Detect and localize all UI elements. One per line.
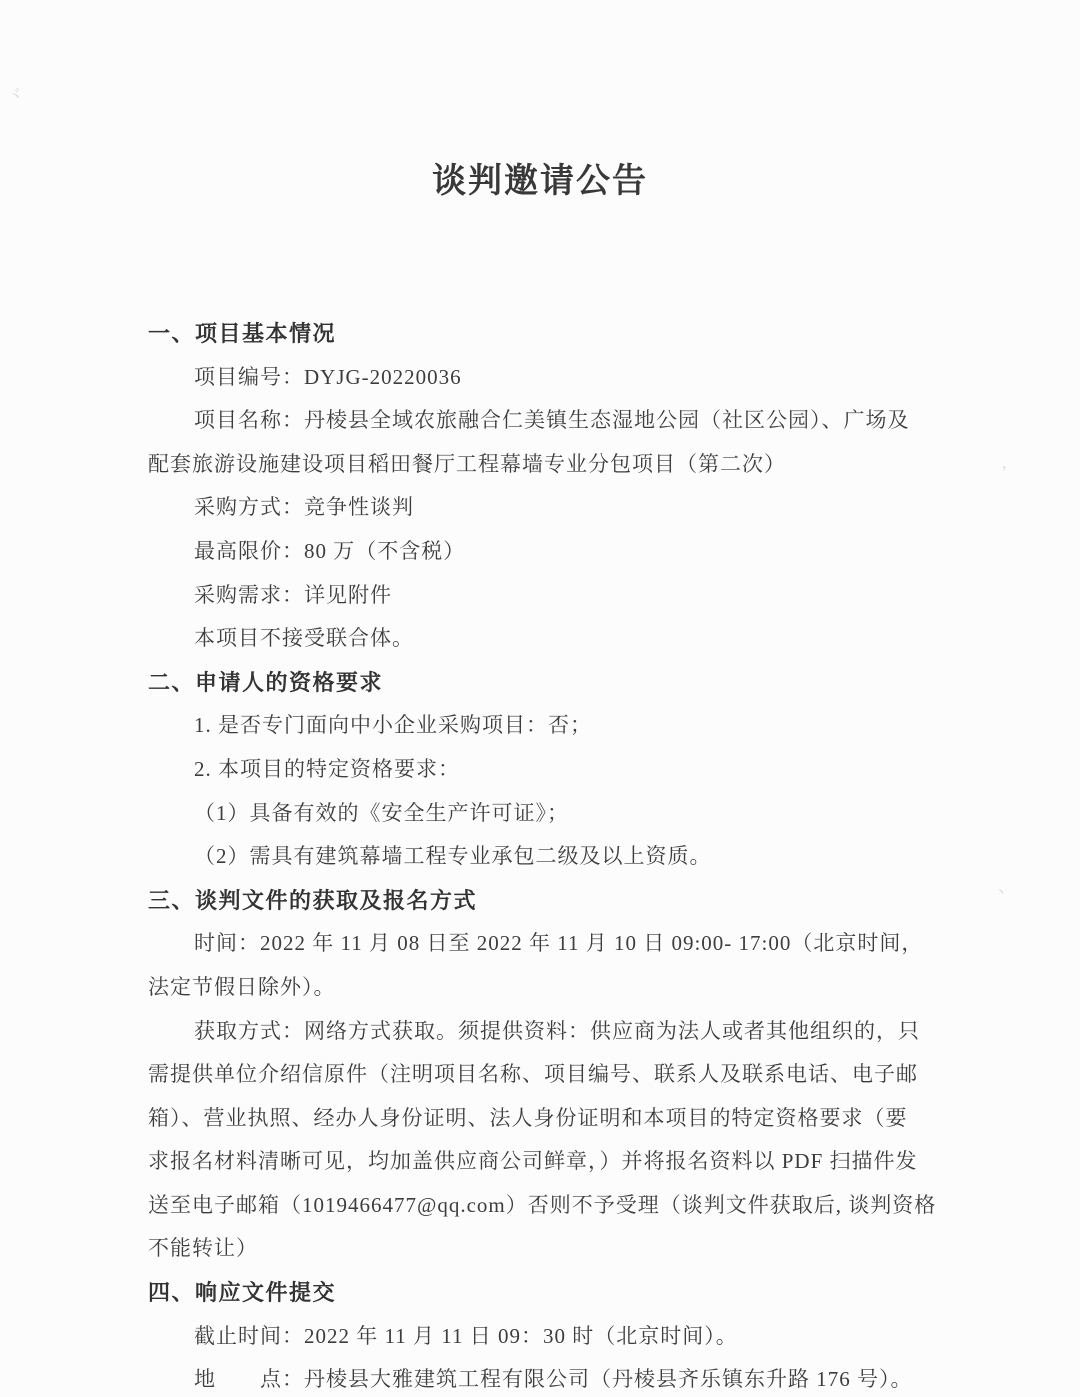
line-req-2: （2）需具有建筑幕墙工程专业承包二级及以上资质。 — [194, 844, 712, 869]
line-price-cap: 最高限价：80 万（不含税） — [194, 538, 466, 563]
document-body — [148, 312, 937, 1397]
section-1-heading: 一、项目基本情况 — [148, 321, 337, 346]
line-obtain-method-4: 求报名材料清晰可见，均加盖供应商公司鲜章，）并将报名资料以 PDF 扫描件发 — [148, 1149, 918, 1174]
line-obtain-time-1: 时间：2022 年 11 月 08 日至 2022 年 11 月 10 日 09:00- 17:00（北京时间， — [194, 931, 924, 956]
line-project-name-2: 配套旅游设施建设项目稻田餐厅工程幕墙专业分包项目（第二次） — [148, 451, 786, 476]
page-title: 谈判邀请公告 — [432, 163, 648, 200]
line-obtain-method-2: 需提供单位介绍信原件（注明项目名称、项目编号、联系人及联系电话、电子邮 — [148, 1062, 918, 1087]
line-project-number: 项目编号：DYJG-20220036 — [194, 364, 462, 389]
section-2-heading: 二、申请人的资格要求 — [148, 669, 384, 695]
line-req-1: （1）具备有效的《安全生产许可证》； — [194, 800, 569, 825]
line-obtain-method-6: 不能转让） — [148, 1236, 258, 1261]
section-3-heading: 三、谈判文件的获取及报名方式 — [148, 887, 478, 913]
line-obtain-method-1: 获取方式：网络方式获取。须提供资料：供应商为法人或者其他组织的，只 — [194, 1018, 920, 1043]
line-procurement-demand: 采购需求：详见附件 — [194, 582, 392, 607]
line-specific-reqs: 2. 本项目的特定资格要求： — [194, 756, 460, 781]
scan-artifact: ヾ — [3, 83, 28, 109]
line-submit-location: 地 点：丹棱县大雅建筑工程有限公司（丹棱县齐乐镇东升路 176 号）。 — [194, 1367, 913, 1392]
section-4-heading: 四、响应文件提交 — [148, 1280, 337, 1306]
line-sme-question: 1. 是否专门面向中小企业采购项目：否； — [194, 713, 592, 738]
line-obtain-method-3: 箱）、营业执照、经办人身份证明、法人身份证明和本项目的特定资格要求（要 — [148, 1105, 908, 1130]
line-procurement-method: 采购方式：竞争性谈判 — [194, 495, 414, 520]
line-obtain-method-5: 送至电子邮箱（1019466477@qq.com）否则不予受理（谈判文件获取后, 谈判资格 — [148, 1192, 937, 1217]
scan-artifact: 、 — [998, 876, 1016, 896]
line-obtain-time-2: 法定节假日除外）。 — [148, 974, 336, 999]
line-submit-deadline: 截止时间：2022 年 11 月 11 日 09：30 时（北京时间）。 — [194, 1323, 738, 1348]
scan-artifact: , — [1002, 452, 1007, 472]
line-no-consortium: 本项目不接受联合体。 — [194, 626, 414, 651]
line-project-name-1: 项目名称：丹棱县全域农旅融合仁美镇生态湿地公园（社区公园）、广场及 — [194, 408, 910, 433]
